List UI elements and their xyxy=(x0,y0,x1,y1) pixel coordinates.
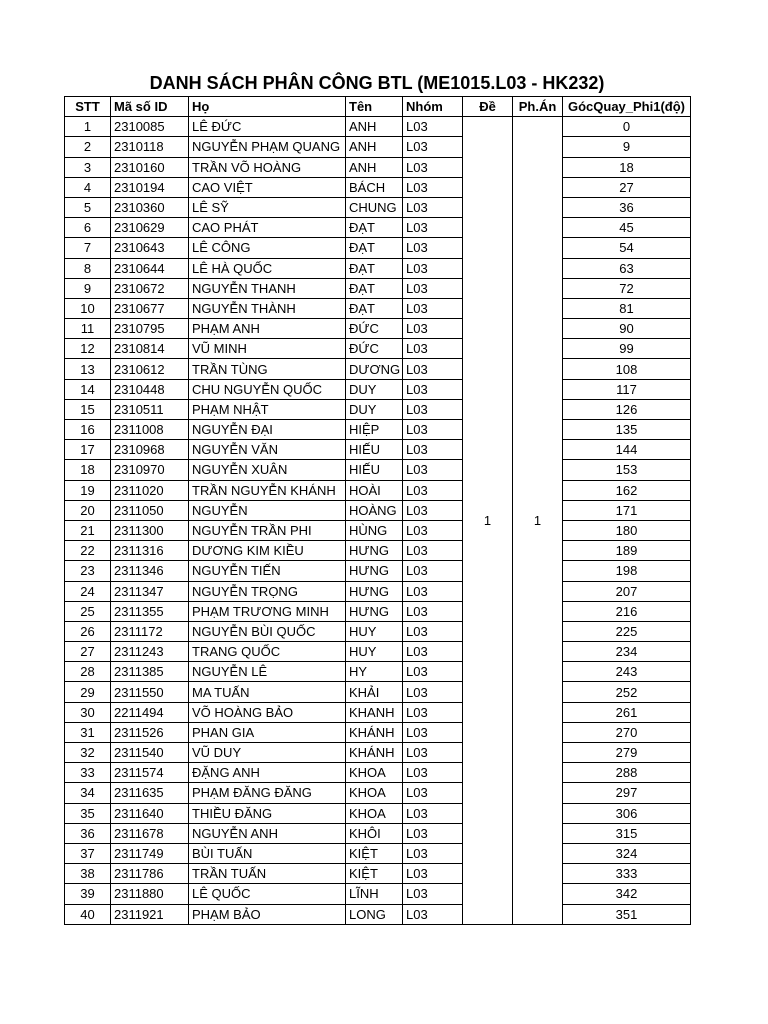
cell-stt: 4 xyxy=(65,177,111,197)
cell-id: 2311355 xyxy=(111,601,189,621)
cell-goc-quay: 261 xyxy=(563,702,691,722)
table-row xyxy=(65,197,691,217)
cell-ten: DUY xyxy=(346,399,403,419)
table-row xyxy=(65,601,691,621)
header-nhom: Nhóm xyxy=(403,97,463,117)
cell-nhom: L03 xyxy=(403,480,463,500)
table-row xyxy=(65,823,691,843)
cell-ten: ĐẠT xyxy=(346,218,403,238)
cell-id: 2311550 xyxy=(111,682,189,702)
cell-ho: NGUYỄN ĐẠI xyxy=(189,420,346,440)
cell-nhom: L03 xyxy=(403,359,463,379)
cell-nhom: L03 xyxy=(403,864,463,884)
cell-id: 2311020 xyxy=(111,480,189,500)
cell-stt: 12 xyxy=(65,339,111,359)
cell-ho: LÊ CÔNG xyxy=(189,238,346,258)
cell-stt: 30 xyxy=(65,702,111,722)
table-row xyxy=(65,682,691,702)
cell-id: 2310085 xyxy=(111,117,189,137)
cell-ho: PHAN GIA xyxy=(189,722,346,742)
cell-ten: HIỆP xyxy=(346,420,403,440)
table-row xyxy=(65,258,691,278)
cell-stt: 16 xyxy=(65,420,111,440)
cell-nhom: L03 xyxy=(403,278,463,298)
cell-ho: NGUYỄN LÊ xyxy=(189,662,346,682)
page-title: DANH SÁCH PHÂN CÔNG BTL (ME1015.L03 - HK232) xyxy=(149,73,605,93)
table-row xyxy=(65,722,691,742)
table-row xyxy=(65,117,691,137)
cell-ho: LÊ HÀ QUỐC xyxy=(189,258,346,278)
cell-nhom: L03 xyxy=(403,783,463,803)
cell-ho: MA TUẤN xyxy=(189,682,346,702)
cell-stt: 40 xyxy=(65,904,111,924)
cell-ten: LONG xyxy=(346,904,403,924)
cell-goc-quay: 162 xyxy=(563,480,691,500)
cell-nhom: L03 xyxy=(403,662,463,682)
cell-stt: 36 xyxy=(65,823,111,843)
header-ho: Họ xyxy=(189,97,346,117)
cell-ho: NGUYỄN BÙI QUỐC xyxy=(189,621,346,641)
cell-nhom: L03 xyxy=(403,541,463,561)
cell-ten: ANH xyxy=(346,157,403,177)
cell-id: 2310968 xyxy=(111,440,189,460)
cell-id: 2310644 xyxy=(111,258,189,278)
table-row xyxy=(65,460,691,480)
cell-ho: NGUYỄN XUÂN xyxy=(189,460,346,480)
cell-ten: HƯNG xyxy=(346,561,403,581)
table-row xyxy=(65,440,691,460)
cell-id: 2310194 xyxy=(111,177,189,197)
cell-stt: 28 xyxy=(65,662,111,682)
cell-id: 2311243 xyxy=(111,642,189,662)
cell-nhom: L03 xyxy=(403,420,463,440)
cell-ten: DUY xyxy=(346,379,403,399)
cell-ten: KHÁNH xyxy=(346,722,403,742)
cell-nhom: L03 xyxy=(403,621,463,641)
cell-stt: 26 xyxy=(65,621,111,641)
cell-stt: 17 xyxy=(65,440,111,460)
cell-id: 2310643 xyxy=(111,238,189,258)
cell-goc-quay: 108 xyxy=(563,359,691,379)
cell-stt: 1 xyxy=(65,117,111,137)
cell-goc-quay: 225 xyxy=(563,621,691,641)
cell-goc-quay: 126 xyxy=(563,399,691,419)
cell-stt: 14 xyxy=(65,379,111,399)
cell-stt: 20 xyxy=(65,500,111,520)
cell-ten: HIẾU xyxy=(346,460,403,480)
cell-ten: ĐẠT xyxy=(346,258,403,278)
cell-ten: HƯNG xyxy=(346,581,403,601)
cell-id: 2311316 xyxy=(111,541,189,561)
cell-ten: ĐẠT xyxy=(346,298,403,318)
cell-goc-quay: 351 xyxy=(563,904,691,924)
table-row xyxy=(65,763,691,783)
cell-stt: 32 xyxy=(65,743,111,763)
cell-ten: KIỆT xyxy=(346,864,403,884)
table-row xyxy=(65,420,691,440)
header-row xyxy=(65,97,691,117)
cell-nhom: L03 xyxy=(403,197,463,217)
cell-goc-quay: 90 xyxy=(563,319,691,339)
cell-stt: 33 xyxy=(65,763,111,783)
cell-ho: NGUYỄN VĂN xyxy=(189,440,346,460)
cell-nhom: L03 xyxy=(403,440,463,460)
cell-id: 2310160 xyxy=(111,157,189,177)
cell-ho: PHẠM ĐĂNG ĐĂNG xyxy=(189,783,346,803)
table-row xyxy=(65,218,691,238)
cell-goc-quay: 243 xyxy=(563,662,691,682)
cell-nhom: L03 xyxy=(403,460,463,480)
cell-nhom: L03 xyxy=(403,117,463,137)
cell-goc-quay: 252 xyxy=(563,682,691,702)
cell-stt: 31 xyxy=(65,722,111,742)
cell-id: 2311385 xyxy=(111,662,189,682)
cell-ten: HOÀNG xyxy=(346,500,403,520)
cell-goc-quay: 288 xyxy=(563,763,691,783)
cell-id: 2311678 xyxy=(111,823,189,843)
cell-goc-quay: 18 xyxy=(563,157,691,177)
cell-id: 2310511 xyxy=(111,399,189,419)
cell-goc-quay: 315 xyxy=(563,823,691,843)
cell-nhom: L03 xyxy=(403,137,463,157)
cell-stt: 8 xyxy=(65,258,111,278)
cell-nhom: L03 xyxy=(403,399,463,419)
cell-id: 2310360 xyxy=(111,197,189,217)
table-row xyxy=(65,743,691,763)
table-row xyxy=(65,581,691,601)
cell-nhom: L03 xyxy=(403,904,463,924)
cell-stt: 23 xyxy=(65,561,111,581)
cell-stt: 9 xyxy=(65,278,111,298)
cell-id: 2310814 xyxy=(111,339,189,359)
cell-stt: 25 xyxy=(65,601,111,621)
cell-ho: CAO PHÁT xyxy=(189,218,346,238)
table-row xyxy=(65,541,691,561)
cell-de: 1 xyxy=(463,117,513,925)
table-row xyxy=(65,904,691,924)
cell-ho: VŨ MINH xyxy=(189,339,346,359)
table-row xyxy=(65,339,691,359)
cell-goc-quay: 9 xyxy=(563,137,691,157)
cell-stt: 22 xyxy=(65,541,111,561)
cell-ho: PHẠM ANH xyxy=(189,319,346,339)
cell-goc-quay: 135 xyxy=(563,420,691,440)
cell-nhom: L03 xyxy=(403,884,463,904)
cell-nhom: L03 xyxy=(403,500,463,520)
cell-ho: TRẦN TUẤN xyxy=(189,864,346,884)
cell-nhom: L03 xyxy=(403,218,463,238)
table-row xyxy=(65,157,691,177)
cell-stt: 39 xyxy=(65,884,111,904)
cell-ho: NGUYỄN THÀNH xyxy=(189,298,346,318)
cell-ho: THIỀU ĐĂNG xyxy=(189,803,346,823)
table-row xyxy=(65,803,691,823)
table-row xyxy=(65,238,691,258)
cell-ten: ANH xyxy=(346,137,403,157)
table-row xyxy=(65,621,691,641)
header-id: Mã số ID xyxy=(111,97,189,117)
table-row xyxy=(65,843,691,863)
cell-goc-quay: 324 xyxy=(563,843,691,863)
cell-nhom: L03 xyxy=(403,803,463,823)
cell-ho: TRẦN VÕ HOÀNG xyxy=(189,157,346,177)
cell-ten: KHOA xyxy=(346,783,403,803)
cell-stt: 27 xyxy=(65,642,111,662)
cell-id: 2311172 xyxy=(111,621,189,641)
cell-nhom: L03 xyxy=(403,298,463,318)
table-row xyxy=(65,319,691,339)
cell-nhom: L03 xyxy=(403,642,463,662)
table-row xyxy=(65,480,691,500)
table-row xyxy=(65,702,691,722)
table-row xyxy=(65,884,691,904)
cell-ho: VŨ DUY xyxy=(189,743,346,763)
cell-ten: HUY xyxy=(346,642,403,662)
table-body xyxy=(65,117,691,925)
cell-nhom: L03 xyxy=(403,520,463,540)
cell-nhom: L03 xyxy=(403,339,463,359)
cell-ho: BÙI TUẤN xyxy=(189,843,346,863)
cell-nhom: L03 xyxy=(403,177,463,197)
cell-ten: HUY xyxy=(346,621,403,641)
cell-id: 2311635 xyxy=(111,783,189,803)
cell-ho: LÊ ĐỨC xyxy=(189,117,346,137)
cell-ten: KHÔI xyxy=(346,823,403,843)
table-row xyxy=(65,500,691,520)
cell-ho: TRANG QUỐC xyxy=(189,642,346,662)
cell-nhom: L03 xyxy=(403,258,463,278)
cell-goc-quay: 234 xyxy=(563,642,691,662)
cell-id: 2311008 xyxy=(111,420,189,440)
table-row xyxy=(65,177,691,197)
cell-nhom: L03 xyxy=(403,843,463,863)
table-row xyxy=(65,278,691,298)
cell-id: 2310448 xyxy=(111,379,189,399)
cell-stt: 34 xyxy=(65,783,111,803)
cell-ten: HY xyxy=(346,662,403,682)
cell-id: 2311574 xyxy=(111,763,189,783)
cell-id: 2310118 xyxy=(111,137,189,157)
cell-id: 2310672 xyxy=(111,278,189,298)
cell-stt: 19 xyxy=(65,480,111,500)
cell-stt: 18 xyxy=(65,460,111,480)
cell-ho: NGUYỄN TRẦN PHI xyxy=(189,520,346,540)
cell-goc-quay: 171 xyxy=(563,500,691,520)
cell-nhom: L03 xyxy=(403,682,463,702)
cell-ho: CAO VIỆT xyxy=(189,177,346,197)
cell-id: 2311640 xyxy=(111,803,189,823)
cell-id: 2310677 xyxy=(111,298,189,318)
header-phuong-an: Ph.Án xyxy=(513,97,563,117)
cell-id: 2310970 xyxy=(111,460,189,480)
cell-ho: NGUYỄN ANH xyxy=(189,823,346,843)
cell-goc-quay: 198 xyxy=(563,561,691,581)
table-row xyxy=(65,783,691,803)
cell-ho: LÊ SỸ xyxy=(189,197,346,217)
cell-stt: 15 xyxy=(65,399,111,419)
cell-ten: HIẾU xyxy=(346,440,403,460)
cell-ho: NGUYỄN TRỌNG xyxy=(189,581,346,601)
cell-nhom: L03 xyxy=(403,238,463,258)
cell-id: 2310629 xyxy=(111,218,189,238)
cell-ten: CHUNG xyxy=(346,197,403,217)
table-row xyxy=(65,359,691,379)
cell-ho: NGUYỄN TIẾN xyxy=(189,561,346,581)
cell-ten: KHẢI xyxy=(346,682,403,702)
cell-stt: 2 xyxy=(65,137,111,157)
cell-nhom: L03 xyxy=(403,581,463,601)
cell-stt: 10 xyxy=(65,298,111,318)
table-row xyxy=(65,399,691,419)
cell-goc-quay: 153 xyxy=(563,460,691,480)
cell-goc-quay: 27 xyxy=(563,177,691,197)
cell-ten: LĨNH xyxy=(346,884,403,904)
cell-ten: DƯƠNG xyxy=(346,359,403,379)
cell-nhom: L03 xyxy=(403,319,463,339)
header-de: Đề xyxy=(463,97,513,117)
cell-ten: HƯNG xyxy=(346,541,403,561)
cell-ho: DƯƠNG KIM KIỀU xyxy=(189,541,346,561)
cell-stt: 38 xyxy=(65,864,111,884)
cell-nhom: L03 xyxy=(403,743,463,763)
cell-goc-quay: 144 xyxy=(563,440,691,460)
cell-ten: ANH xyxy=(346,117,403,137)
cell-goc-quay: 279 xyxy=(563,743,691,763)
cell-ho: TRẦN TÙNG xyxy=(189,359,346,379)
cell-id: 2211494 xyxy=(111,702,189,722)
cell-goc-quay: 270 xyxy=(563,722,691,742)
table-row xyxy=(65,561,691,581)
cell-goc-quay: 63 xyxy=(563,258,691,278)
cell-stt: 3 xyxy=(65,157,111,177)
cell-id: 2311526 xyxy=(111,722,189,742)
cell-id: 2311921 xyxy=(111,904,189,924)
cell-goc-quay: 72 xyxy=(563,278,691,298)
cell-goc-quay: 99 xyxy=(563,339,691,359)
cell-ho: LÊ QUỐC xyxy=(189,884,346,904)
cell-stt: 7 xyxy=(65,238,111,258)
cell-ten: HOÀI xyxy=(346,480,403,500)
cell-ho: ĐẶNG ANH xyxy=(189,763,346,783)
cell-ho: NGUYỄN xyxy=(189,500,346,520)
cell-goc-quay: 342 xyxy=(563,884,691,904)
cell-goc-quay: 306 xyxy=(563,803,691,823)
cell-id: 2311880 xyxy=(111,884,189,904)
table-row xyxy=(65,642,691,662)
cell-id: 2310612 xyxy=(111,359,189,379)
cell-goc-quay: 0 xyxy=(563,117,691,137)
cell-goc-quay: 117 xyxy=(563,379,691,399)
cell-id: 2311749 xyxy=(111,843,189,863)
cell-ho: PHẠM NHẬT xyxy=(189,399,346,419)
cell-ten: ĐẠT xyxy=(346,238,403,258)
cell-ten: ĐẠT xyxy=(346,278,403,298)
table-row xyxy=(65,520,691,540)
table-row xyxy=(65,298,691,318)
cell-goc-quay: 333 xyxy=(563,864,691,884)
cell-ten: KHÁNH xyxy=(346,743,403,763)
cell-stt: 37 xyxy=(65,843,111,863)
cell-stt: 11 xyxy=(65,319,111,339)
cell-nhom: L03 xyxy=(403,561,463,581)
cell-goc-quay: 54 xyxy=(563,238,691,258)
cell-stt: 35 xyxy=(65,803,111,823)
cell-id: 2311786 xyxy=(111,864,189,884)
table-row xyxy=(65,379,691,399)
cell-id: 2311300 xyxy=(111,520,189,540)
cell-ho: CHU NGUYỄN QUỐC xyxy=(189,379,346,399)
cell-ten: KIỆT xyxy=(346,843,403,863)
cell-ten: HƯNG xyxy=(346,601,403,621)
cell-stt: 5 xyxy=(65,197,111,217)
cell-stt: 6 xyxy=(65,218,111,238)
cell-goc-quay: 207 xyxy=(563,581,691,601)
cell-nhom: L03 xyxy=(403,823,463,843)
cell-nhom: L03 xyxy=(403,702,463,722)
cell-nhom: L03 xyxy=(403,379,463,399)
cell-stt: 24 xyxy=(65,581,111,601)
cell-id: 2311347 xyxy=(111,581,189,601)
assignment-table xyxy=(64,96,691,925)
cell-goc-quay: 297 xyxy=(563,783,691,803)
cell-ten: BÁCH xyxy=(346,177,403,197)
cell-nhom: L03 xyxy=(403,157,463,177)
table-row xyxy=(65,864,691,884)
cell-ten: ĐỨC xyxy=(346,339,403,359)
cell-id: 2311540 xyxy=(111,743,189,763)
cell-nhom: L03 xyxy=(403,722,463,742)
cell-ten: KHOA xyxy=(346,763,403,783)
cell-goc-quay: 36 xyxy=(563,197,691,217)
cell-goc-quay: 216 xyxy=(563,601,691,621)
cell-id: 2310795 xyxy=(111,319,189,339)
cell-phuong-an: 1 xyxy=(513,117,563,925)
cell-goc-quay: 180 xyxy=(563,520,691,540)
cell-goc-quay: 81 xyxy=(563,298,691,318)
cell-ho: NGUYỄN PHẠM QUANG xyxy=(189,137,346,157)
cell-id: 2311346 xyxy=(111,561,189,581)
table-row xyxy=(65,137,691,157)
cell-ten: HÙNG xyxy=(346,520,403,540)
cell-stt: 13 xyxy=(65,359,111,379)
cell-ten: ĐỨC xyxy=(346,319,403,339)
header-stt: STT xyxy=(65,97,111,117)
cell-ho: VÕ HOÀNG BẢO xyxy=(189,702,346,722)
cell-stt: 29 xyxy=(65,682,111,702)
cell-nhom: L03 xyxy=(403,601,463,621)
cell-ho: NGUYỄN THANH xyxy=(189,278,346,298)
table-row xyxy=(65,662,691,682)
cell-ten: KHOA xyxy=(346,803,403,823)
header-goc-quay: GócQuay_Phi1(độ) xyxy=(563,97,691,117)
cell-id: 2311050 xyxy=(111,500,189,520)
cell-ho: TRẦN NGUYỄN KHÁNH xyxy=(189,480,346,500)
header-ten: Tên xyxy=(346,97,403,117)
cell-ten: KHANH xyxy=(346,702,403,722)
cell-stt: 21 xyxy=(65,520,111,540)
cell-ho: PHẠM BẢO xyxy=(189,904,346,924)
cell-goc-quay: 189 xyxy=(563,541,691,561)
cell-nhom: L03 xyxy=(403,763,463,783)
cell-goc-quay: 45 xyxy=(563,218,691,238)
cell-ho: PHẠM TRƯƠNG MINH xyxy=(189,601,346,621)
